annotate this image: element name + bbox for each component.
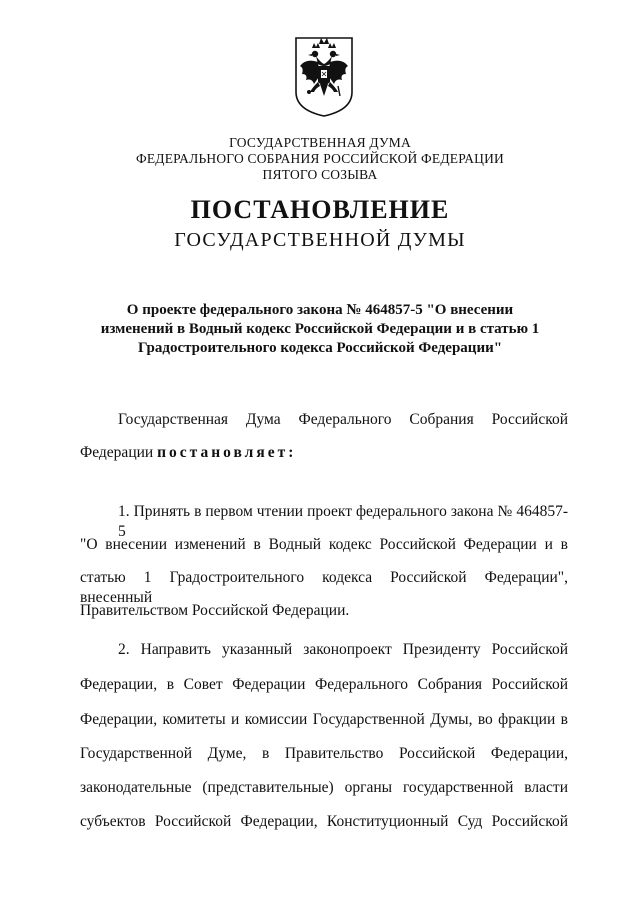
paragraph-1-line: Правительством Российской Федерации. <box>80 602 350 619</box>
subject-line: О проекте федерального закона № 464857-5 "О внесении <box>126 302 514 318</box>
paragraph-1-line: 1. Принять в первом чтении проект федерального закона № 464857-5 <box>118 503 568 540</box>
paragraph-2-line: субъектов Российской Федерации, Конституционный Суд Российской <box>80 813 568 830</box>
paragraph-1-line: статью 1 Градостроительного кодекса Российской Федерации", внесенный <box>80 569 568 606</box>
header-line-duma: ГОСУДАРСТВЕННАЯ ДУМА <box>229 135 411 150</box>
paragraph-2-line: Государственной Думе, в Правительство Российской Федерации, <box>80 745 568 762</box>
paragraph-2-line: законодательные (представительные) органы государственной власти <box>80 779 568 796</box>
preamble-text: Федерации <box>80 444 158 461</box>
paragraph-1-line: "О внесении изменений в Водный кодекс Российской Федерации и в <box>80 536 568 553</box>
subject-line: Градостроительного кодекса Российской Федерации" <box>137 340 503 356</box>
preamble-line <box>80 443 568 463</box>
document-subject <box>100 301 540 358</box>
paragraph-2-line: 2. Направить указанный законопроект Президенту Российской <box>118 641 568 658</box>
header-line-convocation: ПЯТОГО СОЗЫВА <box>262 167 378 182</box>
document-title: ПОСТАНОВЛЕНИЕ <box>190 195 450 224</box>
preamble-line: Государственная Дума Федерального Собрания Российской <box>118 411 568 428</box>
paragraph-2-line: Федерации, в Совет Федерации Федерального Собрания Российской <box>80 676 568 693</box>
paragraph-2-line: Федерации, комитеты и комиссии Государственной Думы, во фракции в <box>80 711 568 728</box>
subject-line: изменений в Водный кодекс Российской Федерации и в статью 1 <box>100 321 540 337</box>
coat-of-arms-emblem <box>292 34 356 118</box>
document-subtitle: ГОСУДАРСТВЕННОЙ ДУМЫ <box>174 229 466 251</box>
resolves-emphasis: постановляет: <box>157 444 297 461</box>
header-line-assembly: ФЕДЕРАЛЬНОГО СОБРАНИЯ РОССИЙСКОЙ ФЕДЕРАЦИИ <box>136 151 504 166</box>
